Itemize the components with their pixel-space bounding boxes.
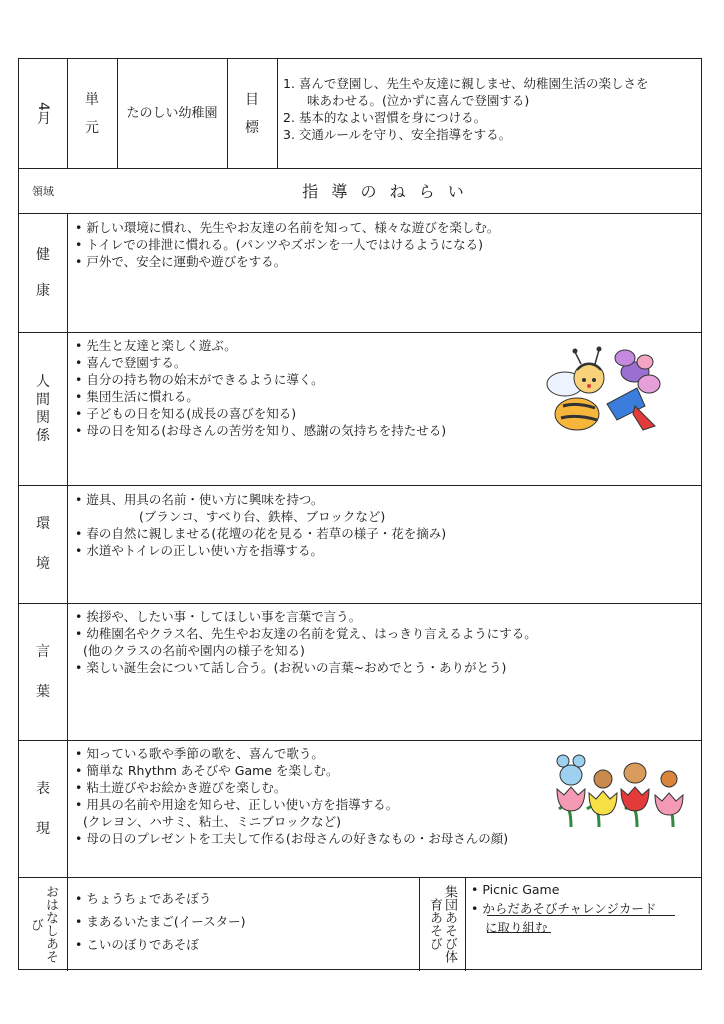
goal-label-char: 目 [245,91,259,108]
domain-header-label: 領域 [32,184,54,198]
goal-item: 味あわせる。(泣かずに喜んで登園する) [307,93,530,108]
domain-label-language [19,603,67,740]
relations-list [75,337,535,439]
unit-label-cell [67,59,117,168]
list-item: • 水道やトイレの正しい使い方を指導する。 [75,542,695,559]
list-item: • 母の日を知る(お母さんの苦労を知り、感謝の気持ちを持たせる) [75,422,535,439]
goal-label-char: 標 [245,119,259,136]
aims-title: 指 導 の ね ら い [302,182,468,201]
list-item: • 知っている歌や季節の歌を、喜んで歌う。 [75,745,695,762]
group-play-label-cell [419,877,465,971]
list-item: • こいのぼりであそぼ [75,933,415,956]
environment-list [75,491,695,559]
list-item: • ちょうちょであそぼう [75,887,415,910]
list-item: • 集団生活に慣れる。 [75,388,535,405]
domain-label-char: 係 [36,427,50,444]
list-item: • まあるいたまご(イースター) [75,910,415,933]
list-item: (他のクラスの名前や園内の様子を知る) [83,643,305,658]
bee-with-flowers-illustration [537,344,667,444]
goal-item: 2. 基本的なよい習慣を身につける。 [283,110,487,125]
list-item: • 春の自然に親しませる(花壇の花を見る・若草の様子・花を摘み) [75,525,695,542]
language-list [75,608,695,676]
month-cell [19,59,67,168]
group-play-label: 集団あそび体育あそび [427,885,457,963]
col-divider [67,213,68,971]
tulips-with-animals-illustration [551,749,691,829]
goals-cell [283,75,698,143]
row-divider [19,603,701,604]
group-play-list [471,881,699,936]
domain-label-relations [19,332,67,485]
goal-list [283,75,698,143]
col-divider [465,877,466,971]
row-divider [19,740,701,741]
goal-item: 1. 喜んで登園し、先生や友達に親しませ、幼稚園生活の楽しさを [283,76,649,91]
underline [487,915,675,916]
domain-label-char: 言 [36,643,50,660]
list-item: (クレヨン、ハサミ、粘土、ミニブロックなど) [83,814,342,829]
list-item: • 用具の名前や用途を知らせ、正しい使い方を指導する。 [75,796,695,813]
domain-header-cell [19,168,67,213]
underline [487,932,551,933]
domain-label-char: 康 [36,282,50,299]
health-list [75,219,695,270]
list-item: • Picnic Game [471,881,699,898]
domain-label-char: 現 [36,820,50,837]
domain-label-char: 環 [36,516,50,532]
aims-title-cell [67,168,703,213]
list-item: • 遊具、用具の名前・使い方に興味を持つ。 [75,491,695,508]
row-divider [19,332,701,333]
col-divider [277,59,278,168]
unit-name-cell [117,59,227,168]
row-divider [19,877,701,878]
list-item: に取り組む [485,920,548,935]
month-label: 4月 [35,102,51,125]
row-divider [19,213,701,214]
list-item: • 子どもの日を知る(成長の喜びを知る) [75,405,535,422]
story-play-label: おはなしあそび [28,885,58,963]
goal-label-cell [227,59,277,168]
group-play-cell [471,881,699,936]
unit-label-char: 元 [85,119,99,136]
domain-label-char: 境 [36,556,50,572]
language-cell [75,608,695,676]
list-item: (ブランコ、すべり台、鉄棒、ブロックなど) [139,509,386,524]
list-item: • からだあそびチャレンジカード [471,900,656,917]
list-item: • 新しい環境に慣れ、先生やお友達の名前を知って、様々な遊びを楽しむ。 [75,219,695,236]
relations-cell [75,337,535,439]
list-item: • 喜んで登園する。 [75,354,535,371]
unit-name: たのしい幼稚園 [126,106,218,121]
health-cell [75,219,695,270]
domain-label-char: 間 [36,391,50,408]
unit-label-char: 単 [85,91,99,108]
story-play-cell [75,887,415,956]
list-item: • 粘土遊びやお絵かき遊びを楽しむ。 [75,779,695,796]
list-item: • 楽しい誕生会について話し合う。(お祝いの言葉~おめでとう・ありがとう) [75,659,695,676]
goal-item: 3. 交通ルールを守り、安全指導をする。 [283,127,512,142]
domain-label-expression [19,740,67,877]
story-play-label-cell [19,877,67,971]
list-item: • 幼稚園名やクラス名、先生やお友達の名前を覚え、はっきり言えるようにする。 [75,625,695,642]
story-play-list [75,887,415,956]
list-item: • 簡単な Rhythm あそびや Game を楽しむ。 [75,762,695,779]
domain-label-char: 関 [36,409,50,426]
list-item: • 母の日のプレゼントを工夫して作る(お母さんの好きなもの・お母さんの顔) [75,830,695,847]
list-item: • 自分の持ち物の始末ができるように導く。 [75,371,535,388]
domain-label-char: 健 [36,246,50,263]
row-divider [19,485,701,486]
environment-cell [75,491,695,559]
monthly-plan-sheet [18,58,702,970]
list-item: • トイレでの排泄に慣れる。(パンツやズボンを一人ではけるようになる) [75,236,695,253]
list-item: • 戸外で、安全に運動や遊びをする。 [75,253,695,270]
list-item: • 先生と友達と楽しく遊ぶ。 [75,337,535,354]
domain-label-char: 表 [36,780,50,797]
list-item: • 挨拶や、したい事・してほしい事を言葉で言う。 [75,608,695,625]
domain-label-char: 人 [36,373,50,390]
domain-label-health [19,213,67,332]
domain-label-char: 葉 [36,683,50,700]
domain-label-environment [19,485,67,603]
